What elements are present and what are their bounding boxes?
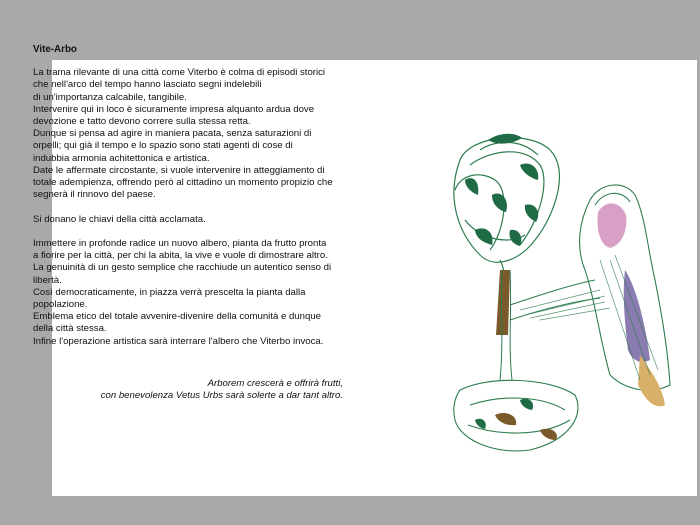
body-line: indubbia armonia achitettonica e artistica.	[33, 152, 210, 164]
body-line: segnerà il rinnovo del paese.	[33, 189, 156, 201]
body-line: devozione e tatto devono correre sulla stessa retta.	[33, 116, 251, 128]
body-line: Intervenire qui in loco è sicuramente impresa alquanto ardua dove	[33, 103, 315, 115]
body-line: Dunque si pensa ad agire in maniera pacata, senza saturazioni di	[33, 128, 312, 140]
figure-robe	[624, 270, 650, 362]
tree-trunk	[496, 270, 510, 335]
body-line: popolazione.	[33, 299, 88, 311]
body-line: orpelli; qui già il tempo e lo spazio sono stati agenti di cose di	[33, 140, 293, 152]
body-line: totale adempienza, offrendo però al cittadino un momento propizio che	[33, 177, 333, 189]
text-column	[33, 44, 363, 348]
body-line: Date le affermate circostante, si vuole intervenire in atteggiamento di	[33, 164, 325, 176]
body-line: La genuinità di un gesto semplice che racchiude un autentico senso di	[33, 262, 332, 274]
paragraph-gap	[33, 201, 363, 213]
base-patches	[495, 413, 557, 440]
quote-line: con benevolenza Vetus Urbs sarà solerte a dar tant altro.	[100, 390, 343, 402]
body-line: di un'importanza calcabile, tangibile.	[33, 91, 187, 103]
body-line: Immettere in profonde radice un nuovo albero, pianta da frutto pronta	[33, 238, 327, 250]
body-line: libertà.	[33, 274, 62, 286]
body-line: Emblema etico del totale avvenire-divenire della comunità e dunque	[33, 311, 321, 323]
figure-hem	[638, 355, 665, 406]
closing-quote	[60, 378, 343, 403]
body-text	[33, 67, 363, 348]
figure-face	[598, 203, 627, 248]
paragraph-gap	[33, 226, 363, 238]
body-line: La trama rilevante di una città come Viterbo è colma di episodi storici	[33, 67, 326, 79]
quote-line: Arborem crescerà e offrirà frutti,	[207, 378, 343, 389]
document-title: Vite-Arbo	[33, 44, 77, 55]
tree-and-figure-drawing-icon	[400, 120, 700, 465]
body-line: che nell'arco del tempo hanno lasciato segni indelebili	[33, 79, 262, 91]
tree-base	[454, 380, 578, 451]
body-line: Si donano le chiavi della città acclamata.	[33, 213, 206, 225]
body-line: Così democraticamente, in piazza verrà prescelta la pianta dalla	[33, 286, 306, 298]
body-line: Infine l'operazione artistica sarà interrare l'albero che Viterbo invoca.	[33, 335, 324, 347]
body-line: a fiorire per la città, per chi la abita, la vive e vuole di dimostrare altro.	[33, 250, 328, 262]
body-line: della città stessa.	[33, 323, 107, 335]
